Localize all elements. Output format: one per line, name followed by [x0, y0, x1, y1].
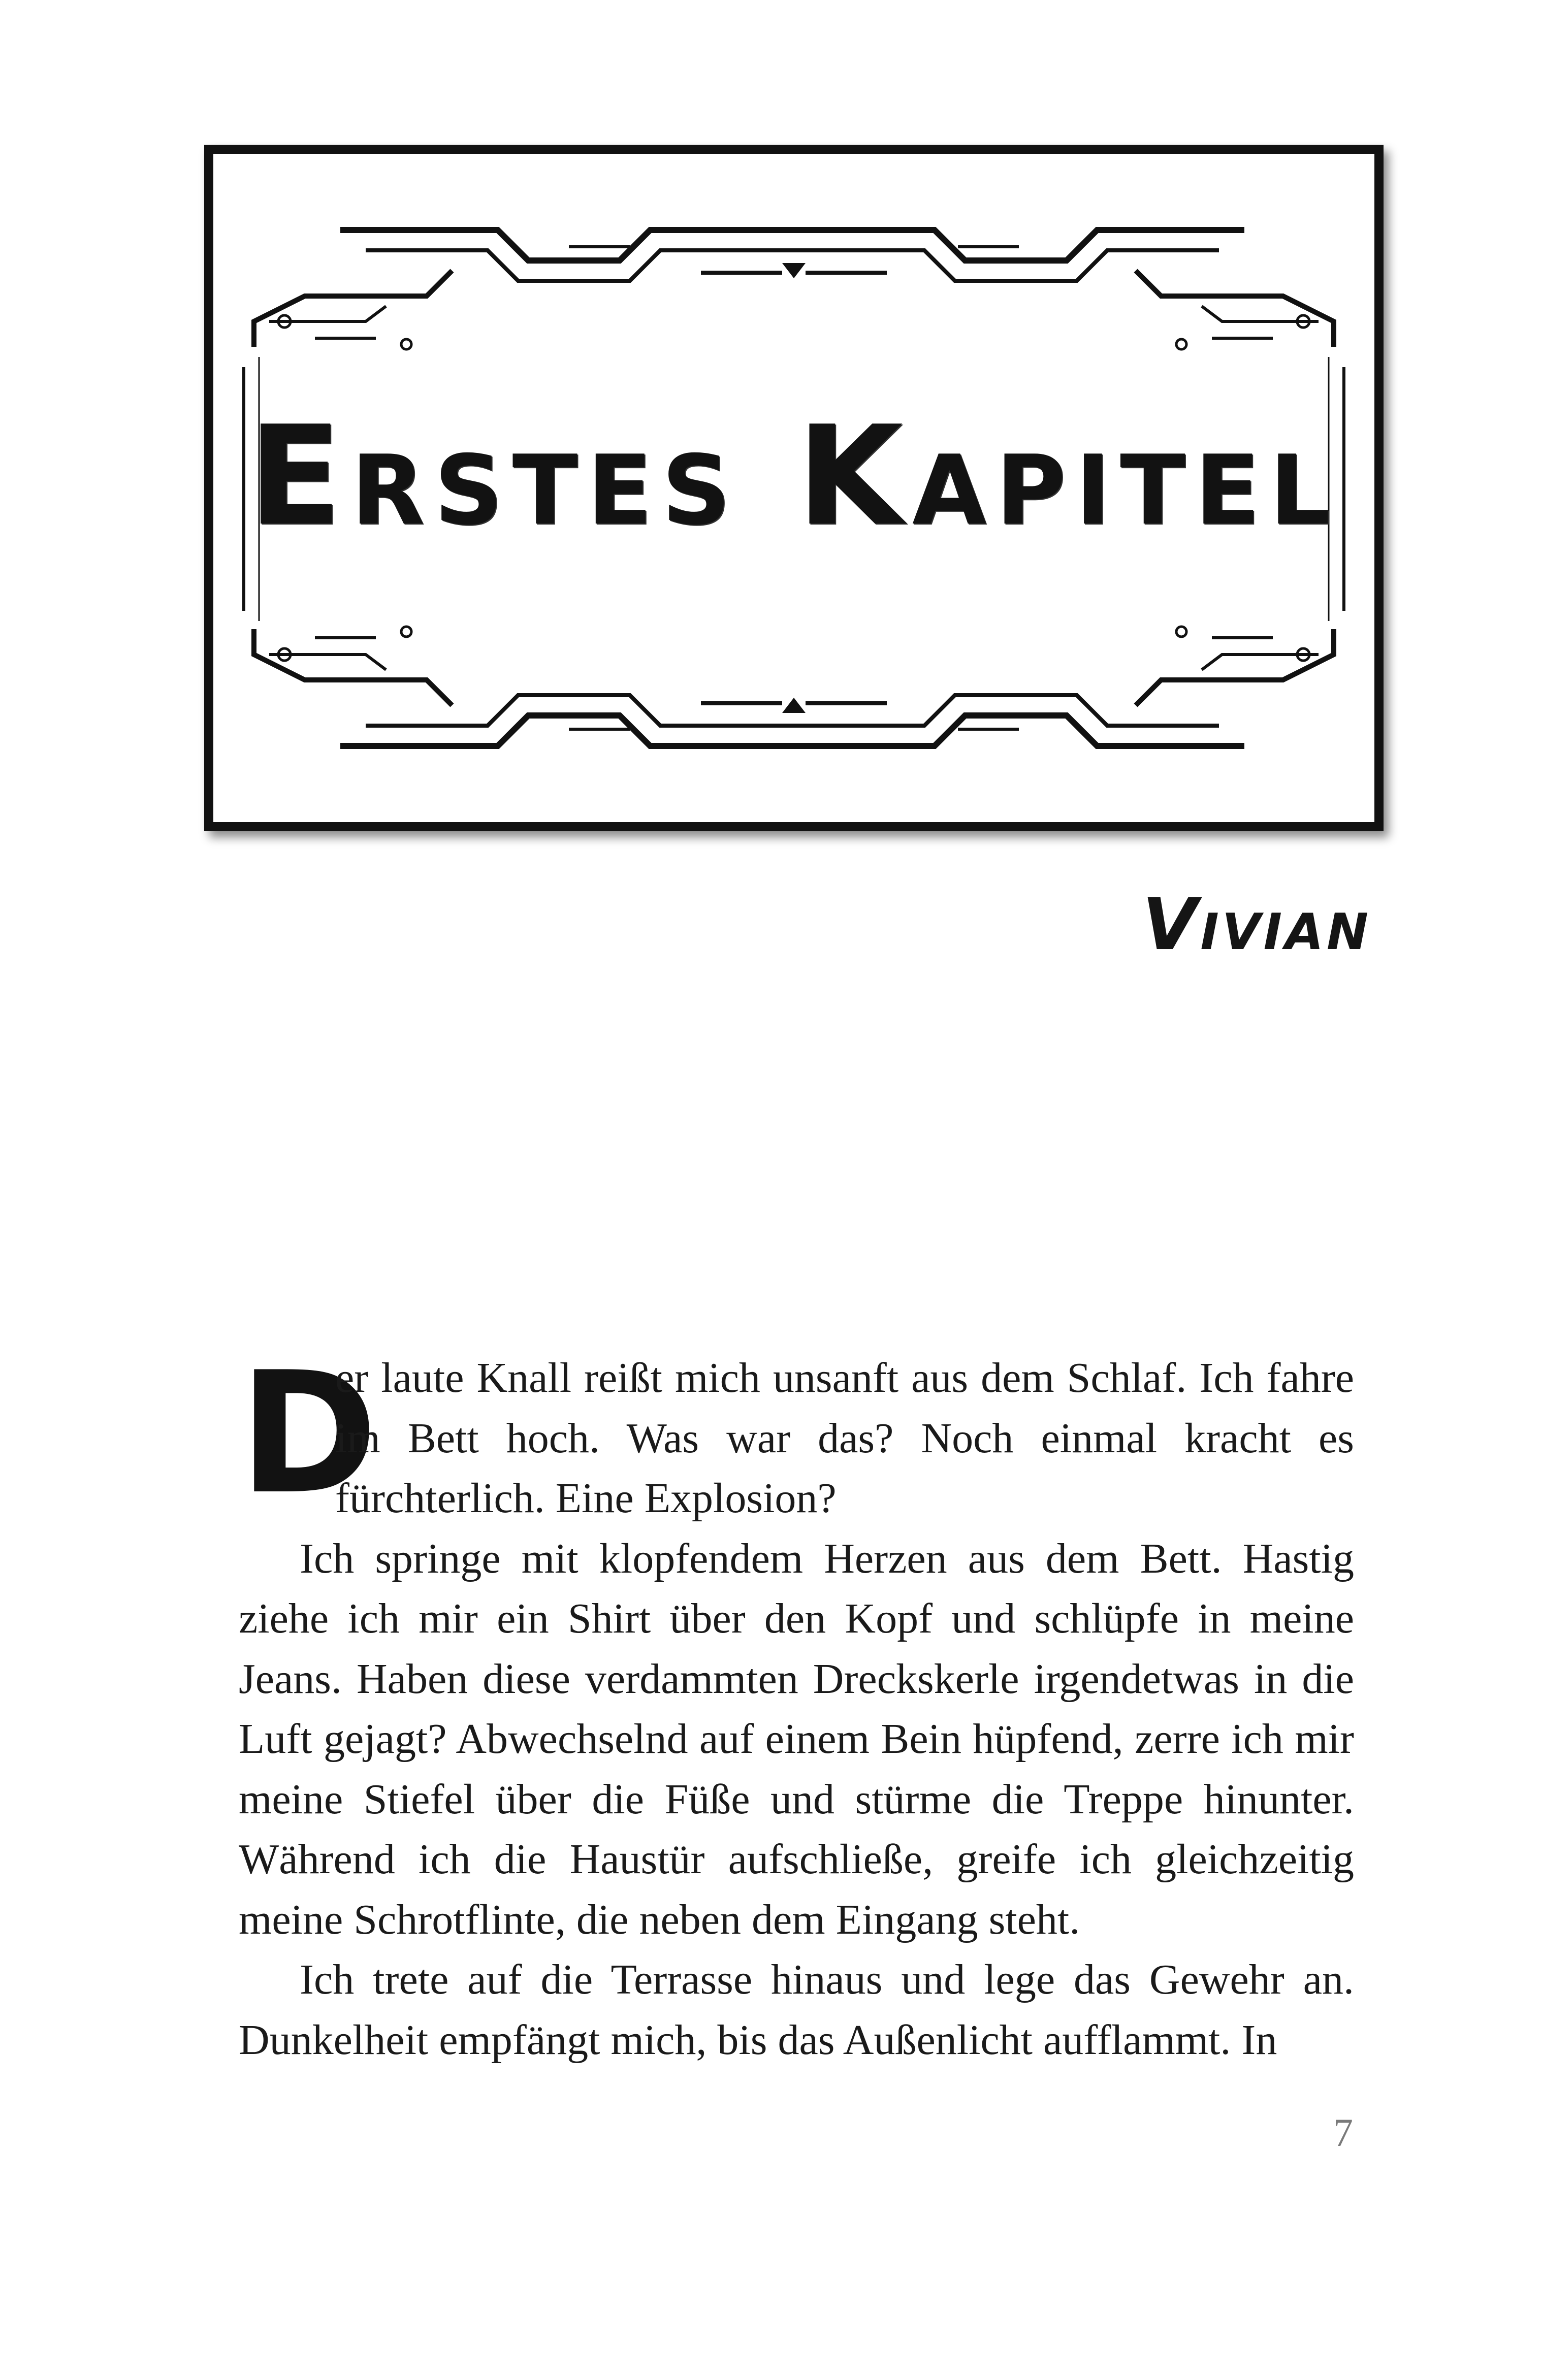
paragraph [239, 1336, 1354, 1531]
paragraph: Ich trete auf die Terrasse hinaus und lege das Gewehr an. Dunkelheit empfängt mich, bis das Außenlicht aufflammt. In [239, 1956, 1354, 2064]
drop-cap: D [239, 1336, 373, 1531]
chapter-title: Erstes Kapitel [248, 396, 1340, 556]
body-text [239, 1336, 1354, 2070]
pov-character-name: Vivian [1142, 884, 1371, 966]
paragraph-text: er laute Knall reißt mich unsanft aus dem Schlaf. Ich fahre im Bett hoch. Was war das? Noch einmal kracht es fürchterlich. Eine Explosion? [335, 1354, 1354, 1522]
chapter-title-frame [204, 145, 1384, 831]
paragraph: Ich springe mit klopfendem Herzen aus dem Bett. Hastig ziehe ich mir ein Shirt über den Kopf und schlüpfe in meine Jeans. Haben diese verdammten Dreckskerle irgendetwas in die Luft gejagt? Abwechselnd auf einem Bein hüpfend, zerre ich mir meine Stiefel über die Füße und stürme die Treppe hinunter. Während ich die Haustür aufschließe, greife ich gleichzeitig meine Schrotflinte, die neben dem Eingang steht. [239, 1535, 1354, 1943]
page-number: 7 [1333, 2110, 1353, 2155]
